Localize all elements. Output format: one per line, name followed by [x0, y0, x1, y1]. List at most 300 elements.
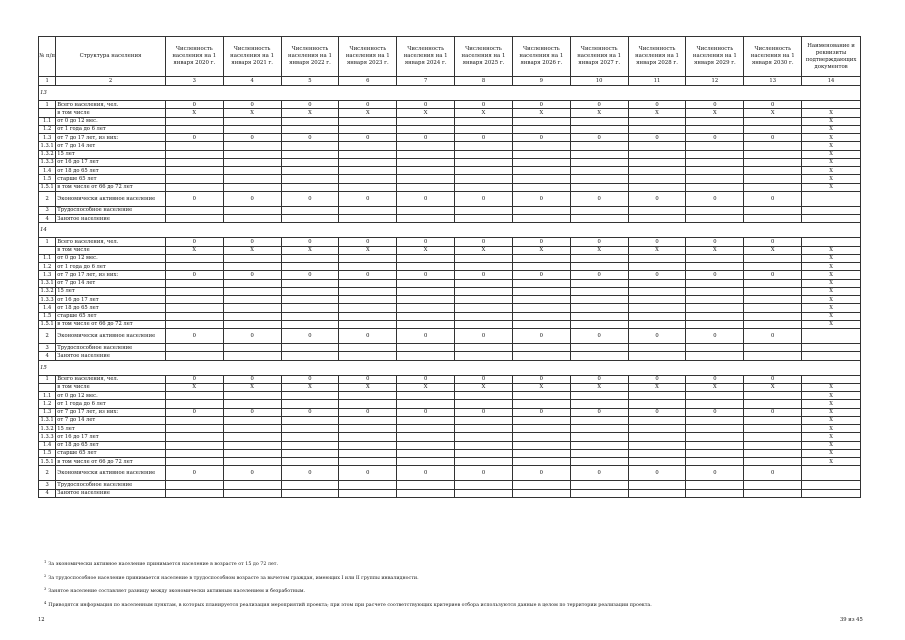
value-cell	[628, 320, 686, 328]
column-number: 2	[56, 77, 166, 86]
value-cell	[223, 458, 281, 466]
row-number: 1.3.2	[39, 150, 56, 158]
value-cell: 0	[686, 191, 744, 206]
value-cell: 0	[744, 408, 802, 416]
value-cell	[281, 158, 339, 166]
value-cell	[686, 392, 744, 400]
value-cell: 0	[628, 271, 686, 279]
value-cell: 0	[512, 408, 570, 416]
value-cell	[165, 458, 223, 466]
row-label: от 7 до 17 лет, из них:	[56, 271, 166, 279]
value-cell: X	[686, 246, 744, 254]
value-cell	[339, 425, 397, 433]
value-cell	[223, 125, 281, 133]
value-cell	[339, 167, 397, 175]
value-cell: X	[281, 109, 339, 117]
row-number: 1.3	[39, 408, 56, 416]
row-label: старше 65 лет	[56, 449, 166, 457]
value-cell: 0	[281, 271, 339, 279]
table-row	[39, 392, 861, 400]
value-cell	[281, 425, 339, 433]
value-cell	[281, 312, 339, 320]
column-number: 10	[570, 77, 628, 86]
column-number: 6	[339, 77, 397, 86]
column-header: Численность населения на 1 января 2027 г.	[570, 37, 628, 77]
row-label: от 18 до 65 лет	[56, 441, 166, 449]
value-cell	[570, 392, 628, 400]
value-cell	[744, 481, 802, 489]
table-row	[39, 383, 861, 391]
row-number: 1	[39, 238, 56, 246]
value-cell	[397, 263, 455, 271]
value-cell: 0	[628, 101, 686, 109]
value-cell	[339, 158, 397, 166]
document-cell: X	[802, 175, 861, 183]
document-cell: X	[802, 304, 861, 312]
column-header: Численность населения на 1 января 2026 г.	[512, 37, 570, 77]
value-cell	[397, 125, 455, 133]
value-cell: 0	[339, 238, 397, 246]
value-cell	[744, 158, 802, 166]
column-number: 1	[39, 77, 56, 86]
document-cell	[802, 215, 861, 223]
row-label: от 7 до 14 лет	[56, 142, 166, 150]
value-cell	[686, 489, 744, 497]
value-cell	[455, 206, 513, 214]
value-cell: 0	[281, 238, 339, 246]
value-cell	[397, 254, 455, 262]
table-row	[39, 101, 861, 109]
value-cell	[281, 263, 339, 271]
value-cell: 0	[223, 271, 281, 279]
value-cell: 0	[512, 101, 570, 109]
column-header: № п/п	[39, 37, 56, 77]
value-cell	[223, 206, 281, 214]
value-cell: 0	[744, 329, 802, 344]
value-cell	[686, 287, 744, 295]
value-cell: 0	[397, 191, 455, 206]
row-label: от 7 до 17 лет, из них:	[56, 408, 166, 416]
value-cell	[165, 279, 223, 287]
value-cell	[628, 344, 686, 352]
row-label: от 7 до 14 лет	[56, 279, 166, 287]
value-cell	[628, 183, 686, 191]
document-cell: X	[802, 416, 861, 424]
value-cell	[744, 263, 802, 271]
table-row	[39, 109, 861, 117]
value-cell: X	[628, 109, 686, 117]
value-cell	[686, 425, 744, 433]
table-row	[39, 296, 861, 304]
value-cell	[455, 175, 513, 183]
value-cell	[455, 215, 513, 223]
value-cell	[686, 206, 744, 214]
value-cell	[455, 458, 513, 466]
value-cell	[686, 167, 744, 175]
value-cell	[628, 206, 686, 214]
footnotes	[44, 557, 864, 611]
document-cell: X	[802, 425, 861, 433]
value-cell: 0	[512, 271, 570, 279]
value-cell	[512, 458, 570, 466]
value-cell	[628, 400, 686, 408]
document-cell: X	[802, 392, 861, 400]
footnote	[44, 571, 864, 585]
row-number: 1.1	[39, 392, 56, 400]
column-header: Численность населения на 1 января 2020 г.	[165, 37, 223, 77]
value-cell	[397, 481, 455, 489]
value-cell	[339, 150, 397, 158]
table-row	[39, 344, 861, 352]
row-label: от 1 года до 6 лет	[56, 400, 166, 408]
value-cell: X	[512, 246, 570, 254]
value-cell	[686, 215, 744, 223]
value-cell	[570, 425, 628, 433]
value-cell: 0	[744, 375, 802, 383]
value-cell	[512, 481, 570, 489]
value-cell	[339, 279, 397, 287]
value-cell: 0	[223, 329, 281, 344]
row-number	[39, 383, 56, 391]
document-cell: X	[802, 449, 861, 457]
value-cell: 0	[512, 466, 570, 481]
footnote-text: За трудоспособное население принимается население в трудоспособном возрасте за вычетом граждан, имеющих I или II группы инвалидности.	[48, 575, 419, 581]
row-number: 3	[39, 481, 56, 489]
value-cell	[455, 296, 513, 304]
row-label: Экономически активное население	[56, 329, 166, 344]
table-row	[39, 458, 861, 466]
table-row	[39, 125, 861, 133]
value-cell: X	[223, 246, 281, 254]
column-header: Численность населения на 1 января 2021 г.	[223, 37, 281, 77]
value-cell	[281, 142, 339, 150]
value-cell: X	[455, 246, 513, 254]
value-cell: 0	[686, 466, 744, 481]
value-cell	[686, 416, 744, 424]
document-cell: X	[802, 246, 861, 254]
row-label: от 1 года до 6 лет	[56, 263, 166, 271]
value-cell	[628, 125, 686, 133]
value-cell: 0	[686, 271, 744, 279]
value-cell: X	[744, 109, 802, 117]
value-cell: X	[223, 109, 281, 117]
section-label: 14	[39, 223, 861, 238]
value-cell	[455, 400, 513, 408]
row-number: 4	[39, 352, 56, 360]
value-cell	[570, 117, 628, 125]
value-cell	[223, 215, 281, 223]
value-cell	[628, 142, 686, 150]
value-cell	[165, 150, 223, 158]
value-cell	[512, 175, 570, 183]
value-cell	[165, 263, 223, 271]
value-cell	[339, 287, 397, 295]
value-cell: X	[165, 383, 223, 391]
column-number: 11	[628, 77, 686, 86]
document-cell: X	[802, 125, 861, 133]
value-cell	[223, 400, 281, 408]
value-cell: 0	[165, 408, 223, 416]
value-cell	[455, 117, 513, 125]
value-cell	[339, 206, 397, 214]
document-cell: X	[802, 134, 861, 142]
table-row	[39, 466, 861, 481]
value-cell	[165, 400, 223, 408]
value-cell	[165, 183, 223, 191]
value-cell	[397, 304, 455, 312]
value-cell: 0	[281, 466, 339, 481]
value-cell	[512, 158, 570, 166]
row-number: 1.5.1	[39, 183, 56, 191]
value-cell	[686, 125, 744, 133]
value-cell	[744, 344, 802, 352]
value-cell: X	[281, 383, 339, 391]
value-cell	[512, 215, 570, 223]
document-cell: X	[802, 383, 861, 391]
value-cell: 0	[570, 408, 628, 416]
value-cell	[570, 489, 628, 497]
page-counter: 39 из 45	[840, 617, 863, 623]
value-cell	[455, 344, 513, 352]
value-cell	[744, 150, 802, 158]
value-cell: 0	[455, 408, 513, 416]
value-cell: 0	[339, 408, 397, 416]
row-label: в том числе	[56, 109, 166, 117]
value-cell	[223, 344, 281, 352]
value-cell	[223, 254, 281, 262]
document-cell: X	[802, 312, 861, 320]
value-cell: X	[397, 109, 455, 117]
value-cell: 0	[397, 408, 455, 416]
value-cell	[570, 481, 628, 489]
value-cell	[339, 215, 397, 223]
value-cell	[223, 320, 281, 328]
value-cell: 0	[628, 329, 686, 344]
value-cell: 0	[628, 134, 686, 142]
document-cell: X	[802, 287, 861, 295]
document-cell: X	[802, 296, 861, 304]
value-cell	[455, 125, 513, 133]
value-cell: 0	[397, 466, 455, 481]
row-number: 2	[39, 191, 56, 206]
value-cell	[223, 489, 281, 497]
row-number: 1.5.1	[39, 320, 56, 328]
value-cell: 0	[223, 408, 281, 416]
value-cell: X	[339, 383, 397, 391]
value-cell	[339, 254, 397, 262]
value-cell	[339, 183, 397, 191]
value-cell	[281, 279, 339, 287]
value-cell	[397, 344, 455, 352]
value-cell	[281, 254, 339, 262]
value-cell	[397, 150, 455, 158]
value-cell: X	[339, 246, 397, 254]
value-cell	[628, 254, 686, 262]
value-cell	[223, 441, 281, 449]
table-row	[39, 320, 861, 328]
value-cell	[281, 458, 339, 466]
value-cell	[339, 142, 397, 150]
value-cell: 0	[339, 191, 397, 206]
row-number	[39, 109, 56, 117]
row-label: 15 лет	[56, 287, 166, 295]
value-cell	[223, 416, 281, 424]
row-label: Занятое население	[56, 215, 166, 223]
column-number: 9	[512, 77, 570, 86]
value-cell	[512, 167, 570, 175]
value-cell: 0	[397, 271, 455, 279]
value-cell	[455, 312, 513, 320]
value-cell	[512, 304, 570, 312]
value-cell	[512, 279, 570, 287]
population-structure-table	[38, 36, 861, 498]
value-cell	[686, 183, 744, 191]
value-cell	[628, 296, 686, 304]
row-label: от 16 до 17 лет	[56, 433, 166, 441]
row-label: от 7 до 14 лет	[56, 416, 166, 424]
row-number: 1.5.1	[39, 458, 56, 466]
value-cell	[744, 215, 802, 223]
value-cell: 0	[339, 375, 397, 383]
row-label: от 16 до 17 лет	[56, 158, 166, 166]
document-cell	[802, 101, 861, 109]
value-cell	[628, 304, 686, 312]
row-label: Всего населения, чел.	[56, 101, 166, 109]
value-cell	[223, 304, 281, 312]
value-cell	[512, 312, 570, 320]
value-cell: 0	[281, 408, 339, 416]
value-cell	[512, 449, 570, 457]
table-row	[39, 481, 861, 489]
value-cell	[744, 279, 802, 287]
value-cell	[223, 481, 281, 489]
value-cell: 0	[744, 271, 802, 279]
value-cell	[628, 312, 686, 320]
value-cell	[223, 142, 281, 150]
column-header: Численность населения на 1 января 2024 г.	[397, 37, 455, 77]
row-label: Трудоспособное население	[56, 481, 166, 489]
value-cell: 0	[397, 101, 455, 109]
value-cell: 0	[628, 408, 686, 416]
column-number: 13	[744, 77, 802, 86]
column-header: Численность населения на 1 января 2023 г.	[339, 37, 397, 77]
document-cell	[802, 466, 861, 481]
value-cell: 0	[512, 329, 570, 344]
value-cell: X	[686, 109, 744, 117]
value-cell: X	[512, 383, 570, 391]
document-cell: X	[802, 158, 861, 166]
value-cell: 0	[281, 191, 339, 206]
value-cell	[628, 458, 686, 466]
table-row	[39, 279, 861, 287]
value-cell: X	[165, 109, 223, 117]
footnote	[44, 584, 864, 598]
value-cell	[512, 296, 570, 304]
value-cell	[223, 279, 281, 287]
value-cell	[223, 167, 281, 175]
value-cell	[744, 449, 802, 457]
value-cell	[570, 279, 628, 287]
footnote-text: За экономически активное население принимается население в возрасте от 15 до 72 лет.	[48, 562, 278, 567]
value-cell	[281, 183, 339, 191]
row-label: от 18 до 65 лет	[56, 304, 166, 312]
value-cell	[397, 158, 455, 166]
footnote-text: Приводятся информация по населенным пунктам, в которых планируется реализация мероприятий проекта; при этом при расчете соответствующих критериев отбора используются данные в целом по территории реализации проекта.	[48, 602, 652, 608]
value-cell	[455, 425, 513, 433]
value-cell	[223, 150, 281, 158]
document-cell: X	[802, 320, 861, 328]
value-cell	[339, 312, 397, 320]
value-cell	[570, 312, 628, 320]
row-number: 1.5	[39, 449, 56, 457]
value-cell	[281, 400, 339, 408]
row-number: 2	[39, 466, 56, 481]
value-cell	[744, 400, 802, 408]
value-cell	[165, 352, 223, 360]
value-cell: 0	[455, 375, 513, 383]
row-number: 1.3.3	[39, 158, 56, 166]
value-cell: X	[570, 109, 628, 117]
value-cell: 0	[628, 466, 686, 481]
value-cell	[455, 481, 513, 489]
value-cell: X	[570, 383, 628, 391]
value-cell	[744, 441, 802, 449]
value-cell	[570, 158, 628, 166]
row-number: 1.1	[39, 117, 56, 125]
value-cell: 0	[165, 134, 223, 142]
value-cell	[570, 125, 628, 133]
value-cell	[455, 416, 513, 424]
document-cell: X	[802, 271, 861, 279]
value-cell	[686, 344, 744, 352]
value-cell	[744, 458, 802, 466]
row-label: в том числе от 66 до 72 лет	[56, 320, 166, 328]
row-label: старше 65 лет	[56, 312, 166, 320]
value-cell: 0	[570, 466, 628, 481]
column-number: 3	[165, 77, 223, 86]
value-cell: X	[686, 383, 744, 391]
value-cell	[455, 441, 513, 449]
value-cell	[339, 416, 397, 424]
value-cell: 0	[339, 466, 397, 481]
value-cell	[512, 441, 570, 449]
value-cell: X	[455, 109, 513, 117]
value-cell	[165, 416, 223, 424]
value-cell: 0	[397, 375, 455, 383]
table-row	[39, 287, 861, 295]
row-label: в том числе от 66 до 72 лет	[56, 458, 166, 466]
value-cell: 0	[397, 329, 455, 344]
value-cell: 0	[281, 375, 339, 383]
value-cell	[512, 489, 570, 497]
value-cell	[165, 142, 223, 150]
value-cell	[686, 279, 744, 287]
value-cell	[397, 433, 455, 441]
column-header: Численность населения на 1 января 2030 г.	[744, 37, 802, 77]
value-cell	[686, 320, 744, 328]
value-cell: 0	[455, 329, 513, 344]
row-number: 1.5	[39, 312, 56, 320]
value-cell	[281, 287, 339, 295]
value-cell	[397, 167, 455, 175]
value-cell: 0	[223, 466, 281, 481]
value-cell	[281, 433, 339, 441]
value-cell	[628, 489, 686, 497]
value-cell: 0	[165, 191, 223, 206]
value-cell	[628, 481, 686, 489]
value-cell	[628, 287, 686, 295]
value-cell	[223, 352, 281, 360]
